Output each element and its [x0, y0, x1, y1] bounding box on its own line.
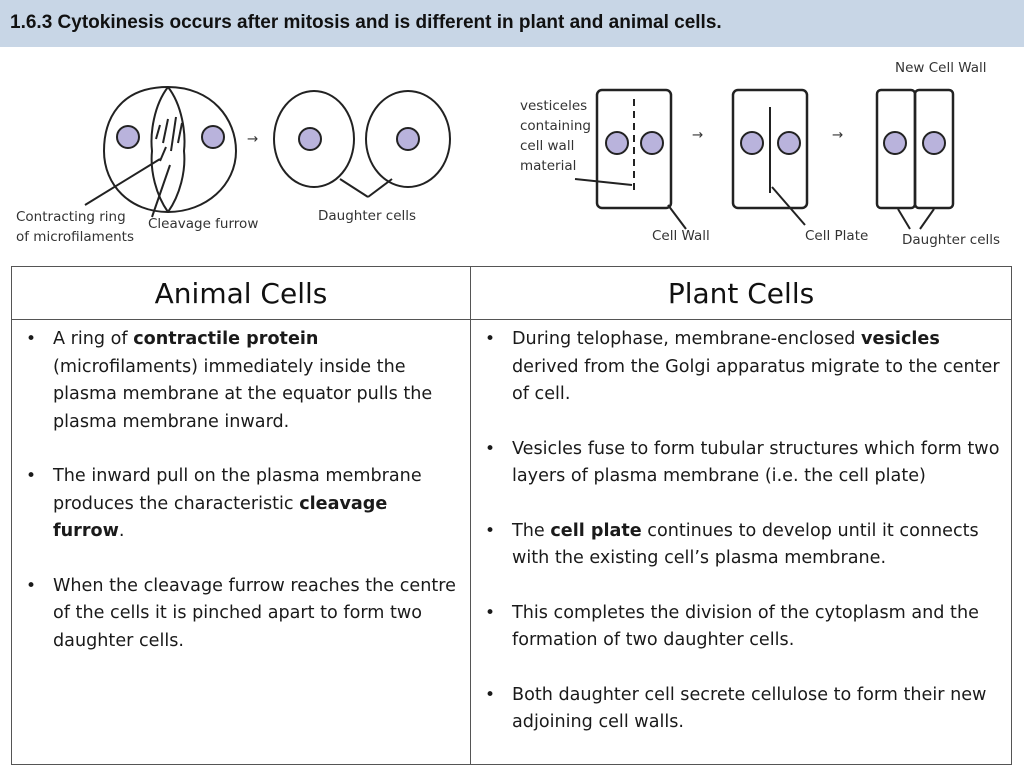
daughter-pointer-line: [898, 209, 910, 229]
nucleus: [117, 126, 139, 148]
title-bar: [0, 0, 1024, 47]
nucleus: [606, 132, 628, 154]
nucleus: [741, 132, 763, 154]
microfilament-mark: [163, 119, 168, 143]
list-item: • The cell plate continues to develop until it connects with the existing cell’s plasma membrane.: [483, 518, 1001, 573]
microfilament-mark: [160, 147, 166, 161]
comparison-table: [11, 266, 1012, 765]
cell-plate-pointer-line: [772, 187, 805, 225]
ring-pointer-line: [85, 159, 160, 205]
label-new-cell-wall: New Cell Wall: [895, 60, 987, 76]
label-vesicles-1: vesticeles: [520, 98, 588, 114]
label-daughter-cells-plant: Daughter cells: [902, 232, 1001, 248]
plant-bullet-list: [483, 326, 1001, 737]
list-item: • A ring of contractile protein (microfilaments) immediately inside the plasma membrane at the equator pulls the plasma membrane inward.: [24, 326, 460, 436]
label-contracting-ring: Contracting ring: [16, 209, 126, 225]
list-item: • Both daughter cell secrete cellulose to form their new adjoining cell walls.: [483, 682, 1001, 737]
label-vesicles-2: containing: [520, 118, 591, 134]
label-cleavage-furrow: Cleavage furrow: [148, 216, 259, 232]
nucleus: [202, 126, 224, 148]
label-microfilaments: of microfilaments: [16, 229, 135, 245]
microfilament-mark: [178, 123, 182, 143]
plant-cells-column: [471, 320, 1012, 765]
animal-cells-column: [12, 320, 471, 765]
label-cell-wall: Cell Wall: [652, 228, 710, 244]
dividing-animal-cell: [104, 87, 236, 212]
animal-bullet-list: [24, 326, 460, 655]
label-vesicles-3: cell wall: [520, 138, 575, 154]
vesicles-pointer-line: [575, 179, 632, 185]
label-vesicles-4: material: [520, 158, 577, 174]
slide-title: 1.6.3 Cytokinesis occurs after mitosis and is different in plant and animal cells.: [10, 12, 722, 33]
daughter-pointer-line: [340, 179, 368, 197]
list-item: • Vesicles fuse to form tubular structures which form two layers of plasma membrane (i.e. the cell plate): [483, 436, 1001, 491]
header-animal-cells: Animal Cells: [12, 267, 471, 320]
cytokinesis-diagram: [0, 47, 1024, 265]
list-item: • The inward pull on the plasma membrane produces the characteristic cleavage furrow.: [24, 463, 460, 546]
nucleus: [299, 128, 321, 150]
list-item: • When the cleavage furrow reaches the centre of the cells it is pinched apart to form two daughter cells.: [24, 573, 460, 656]
arrow-animal: →: [247, 131, 259, 147]
nucleus: [641, 132, 663, 154]
nucleus: [397, 128, 419, 150]
arrow-plant: →: [692, 127, 704, 143]
list-item: • During telophase, membrane-enclosed vesicles derived from the Golgi apparatus migrate to the center of cell.: [483, 326, 1001, 409]
list-item: • This completes the division of the cytoplasm and the formation of two daughter cells.: [483, 600, 1001, 655]
header-plant-cells: Plant Cells: [471, 267, 1012, 320]
label-daughter-cells-animal: Daughter cells: [318, 208, 417, 224]
nucleus: [884, 132, 906, 154]
microfilament-mark: [171, 117, 176, 151]
cell-wall-pointer-line: [668, 205, 686, 229]
label-cell-plate: Cell Plate: [805, 228, 869, 244]
nucleus: [778, 132, 800, 154]
arrow-plant: →: [832, 127, 844, 143]
microfilament-mark: [156, 125, 160, 139]
daughter-pointer-line: [368, 179, 392, 197]
daughter-pointer-line: [920, 209, 934, 229]
nucleus: [923, 132, 945, 154]
